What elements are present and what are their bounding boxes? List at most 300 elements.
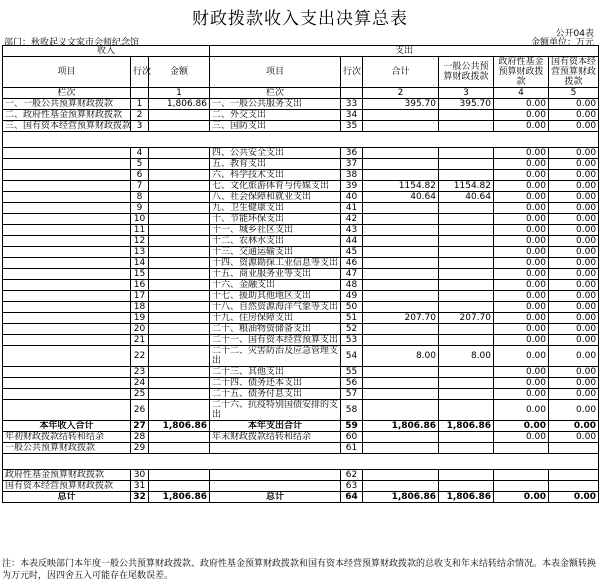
general-budget-amount: 1,806.86 xyxy=(439,421,494,432)
expense-item: 十八、自然资源海洋气象等支出 xyxy=(210,302,341,313)
expense-row-no: 34 xyxy=(341,110,363,121)
income-row-no: 27 xyxy=(131,421,149,432)
expense-item: 十七、援助其他地区支出 xyxy=(210,291,341,302)
income-amount xyxy=(149,280,210,291)
income-item xyxy=(3,367,131,378)
expense-row-no: 53 xyxy=(341,335,363,346)
income-row-no: 1 xyxy=(131,99,149,110)
table-row xyxy=(3,236,599,247)
fund-budget-amount: 0.00 xyxy=(494,110,549,121)
table-row xyxy=(3,400,599,421)
state-capital-amount: 0.00 xyxy=(549,291,599,302)
income-row-no: 16 xyxy=(131,280,149,291)
state-capital-amount: 0.00 xyxy=(549,121,599,132)
income-item xyxy=(3,247,131,258)
income-item xyxy=(3,291,131,302)
fund-budget-amount: 0.00 xyxy=(494,367,549,378)
income-item xyxy=(3,378,131,389)
income-amount xyxy=(149,400,210,421)
fund-budget-amount: 0.00 xyxy=(494,192,549,203)
income-amount xyxy=(149,225,210,236)
expense-row-no: 62 xyxy=(341,470,363,481)
expense-total xyxy=(363,214,439,225)
table-row xyxy=(3,110,599,121)
income-item xyxy=(3,236,131,247)
general-budget-amount: 8.00 xyxy=(439,346,494,367)
income-item: 一、一般公共预算财政拨款 xyxy=(3,99,131,110)
unit-label: 金额单位：万元 xyxy=(530,38,594,48)
general-budget-amount: 40.64 xyxy=(439,192,494,203)
income-item-header: 项目 xyxy=(3,57,131,88)
income-row-no: 18 xyxy=(131,302,149,313)
general-budget-amount xyxy=(439,335,494,346)
expense-row-no: 55 xyxy=(341,367,363,378)
table-row xyxy=(3,389,599,400)
expense-total: 8.00 xyxy=(363,346,439,367)
lan-1: 1 xyxy=(149,88,210,99)
fund-budget-amount: 0.00 xyxy=(494,225,549,236)
expense-total: 1154.82 xyxy=(363,181,439,192)
expense-item: 二十二、灾害防治及应急管理支出 xyxy=(210,346,341,367)
expense-row-no: 48 xyxy=(341,280,363,291)
expense-row-no: 49 xyxy=(341,291,363,302)
expense-total xyxy=(363,110,439,121)
income-item xyxy=(3,324,131,335)
income-item: 政府性基金预算财政拨款 xyxy=(3,470,131,481)
income-row-no: 10 xyxy=(131,214,149,225)
table-row xyxy=(3,225,599,236)
expense-item: 六、科学技术支出 xyxy=(210,170,341,181)
expense-row-no: 60 xyxy=(341,432,363,443)
state-capital-amount: 0.00 xyxy=(549,148,599,159)
state-capital-amount: 0.00 xyxy=(549,400,599,421)
expense-total xyxy=(363,247,439,258)
fund-budget-amount: 0.00 xyxy=(494,400,549,421)
fund-budget-amount: 0.00 xyxy=(494,121,549,132)
expense-item: 十三、交通运输支出 xyxy=(210,247,341,258)
expense-lan-header: 栏次 xyxy=(210,88,341,99)
expense-row-no: 57 xyxy=(341,389,363,400)
table-row xyxy=(3,121,599,132)
expense-total: 1,806.86 xyxy=(363,421,439,432)
state-capital-amount xyxy=(549,481,599,492)
fund-budget-amount: 0.00 xyxy=(494,291,549,302)
expense-item: 七、文化旅游体育与传媒支出 xyxy=(210,181,341,192)
expense-row-no: 63 xyxy=(341,481,363,492)
expense-item: 二十六、抗疫特别国债安排的支出 xyxy=(210,400,341,421)
state-capital-amount: 0.00 xyxy=(549,432,599,443)
fund-budget-amount: 0.00 xyxy=(494,346,549,367)
expense-row-no: 61 xyxy=(341,443,363,454)
income-item xyxy=(3,214,131,225)
expense-item: 八、社会保障和就业支出 xyxy=(210,192,341,203)
fund-budget-amount xyxy=(494,470,549,481)
income-amount xyxy=(149,236,210,247)
expense-item: 年末财政拨款结转和结余 xyxy=(210,432,341,443)
expense-row-no: 38 xyxy=(341,170,363,181)
general-budget-amount: 207.70 xyxy=(439,313,494,324)
table-row xyxy=(3,291,599,302)
income-amount xyxy=(149,335,210,346)
income-row-no: 24 xyxy=(131,378,149,389)
income-item xyxy=(3,225,131,236)
expense-row-no: 37 xyxy=(341,159,363,170)
state-capital-amount xyxy=(549,470,599,481)
state-capital-amount: 0.00 xyxy=(549,181,599,192)
expense-total xyxy=(363,389,439,400)
expense-total xyxy=(363,302,439,313)
expense-item: 二十四、债务还本支出 xyxy=(210,378,341,389)
expense-row-no: 47 xyxy=(341,269,363,280)
income-item xyxy=(3,269,131,280)
income-amount xyxy=(149,481,210,492)
expense-row-header: 行次 xyxy=(341,57,363,88)
income-item: 年初财政拨款结转和结余 xyxy=(3,432,131,443)
fund-budget-amount: 0.00 xyxy=(494,492,549,503)
income-row-no: 20 xyxy=(131,324,149,335)
income-item xyxy=(3,280,131,291)
expense-item: 十、节能环保支出 xyxy=(210,214,341,225)
income-item xyxy=(3,203,131,214)
income-row-no: 21 xyxy=(131,335,149,346)
expense-total xyxy=(363,148,439,159)
expense-item: 四、公共安全支出 xyxy=(210,148,341,159)
expense-row-no: 56 xyxy=(341,378,363,389)
lan-5: 5 xyxy=(549,88,599,99)
expense-total xyxy=(363,269,439,280)
state-capital-amount: 0.00 xyxy=(549,280,599,291)
general-budget-amount xyxy=(439,236,494,247)
table-row xyxy=(3,324,599,335)
income-row-no: 22 xyxy=(131,346,149,367)
header-row-sections xyxy=(3,46,599,57)
table-row xyxy=(3,148,599,159)
income-amount xyxy=(149,148,210,159)
general-budget-amount xyxy=(439,432,494,443)
expense-row-no: 33 xyxy=(341,99,363,110)
state-capital-amount: 0.00 xyxy=(549,258,599,269)
fund-budget-amount: 0.00 xyxy=(494,432,549,443)
income-row-no: 8 xyxy=(131,192,149,203)
income-item xyxy=(3,258,131,269)
state-capital-amount: 0.00 xyxy=(549,313,599,324)
state-capital-amount xyxy=(549,443,599,454)
expense-row-no: 54 xyxy=(341,346,363,367)
fund-budget-amount: 0.00 xyxy=(494,335,549,346)
income-amount xyxy=(149,121,210,132)
expense-total xyxy=(363,121,439,132)
expense-row-no: 43 xyxy=(341,225,363,236)
expense-total xyxy=(363,481,439,492)
income-row-no: 32 xyxy=(131,492,149,503)
table-row xyxy=(3,214,599,225)
general-budget-amount: 1,806.86 xyxy=(439,492,494,503)
expense-total xyxy=(363,203,439,214)
income-row-no: 11 xyxy=(131,225,149,236)
expense-item: 二、外交支出 xyxy=(210,110,341,121)
expense-total xyxy=(363,258,439,269)
general-budget-amount xyxy=(439,291,494,302)
income-amount xyxy=(149,470,210,481)
income-amount xyxy=(149,258,210,269)
general-budget-amount xyxy=(439,214,494,225)
expense-item: 十二、农林水支出 xyxy=(210,236,341,247)
income-amount xyxy=(149,367,210,378)
expense-row-no: 50 xyxy=(341,302,363,313)
expense-item: 十四、资源勘探工业信息等支出 xyxy=(210,258,341,269)
general-budget-amount xyxy=(439,443,494,454)
income-amount xyxy=(149,443,210,454)
income-item: 二、政府性基金预算财政拨款 xyxy=(3,110,131,121)
state-capital-amount: 0.00 xyxy=(549,421,599,432)
income-row-header: 行次 xyxy=(131,57,149,88)
income-amount-header: 金额 xyxy=(149,57,210,88)
expense-total xyxy=(363,378,439,389)
general-budget-amount xyxy=(439,470,494,481)
total-header: 合计 xyxy=(363,57,439,88)
expense-row-no: 46 xyxy=(341,258,363,269)
expense-row-no: 36 xyxy=(341,148,363,159)
expense-item: 二十五、债务付息支出 xyxy=(210,389,341,400)
income-item xyxy=(3,170,131,181)
expense-total xyxy=(363,367,439,378)
general-budget-amount xyxy=(439,400,494,421)
table-row xyxy=(3,432,599,443)
table-row xyxy=(3,313,599,324)
expense-row-no: 39 xyxy=(341,181,363,192)
expense-row-no: 35 xyxy=(341,121,363,132)
income-row-no: 15 xyxy=(131,269,149,280)
income-amount xyxy=(149,192,210,203)
fund-budget-amount: 0.00 xyxy=(494,159,549,170)
expense-row-no: 41 xyxy=(341,203,363,214)
income-amount xyxy=(149,110,210,121)
income-row-no: 4 xyxy=(131,148,149,159)
income-row-no: 6 xyxy=(131,170,149,181)
department-label: 部门：秋收起义文家市会师纪念馆 xyxy=(4,38,140,48)
expense-total xyxy=(363,236,439,247)
expense-row-no: 59 xyxy=(341,421,363,432)
fund-budget-amount: 0.00 xyxy=(494,236,549,247)
table-row xyxy=(3,181,599,192)
fund-budget-header: 政府性基金预算财政拨款 xyxy=(494,57,549,88)
expense-item: 总计 xyxy=(210,492,341,503)
expense-total xyxy=(363,470,439,481)
general-budget-amount xyxy=(439,302,494,313)
table-row xyxy=(3,258,599,269)
income-item: 一般公共预算财政拨款 xyxy=(3,443,131,454)
general-budget-amount xyxy=(439,247,494,258)
expense-total xyxy=(363,170,439,181)
state-capital-amount: 0.00 xyxy=(549,367,599,378)
budget-table xyxy=(2,45,599,503)
fund-budget-amount: 0.00 xyxy=(494,148,549,159)
income-row-no: 3 xyxy=(131,121,149,132)
income-amount xyxy=(149,203,210,214)
expense-total xyxy=(363,432,439,443)
state-capital-amount: 0.00 xyxy=(549,492,599,503)
fund-budget-amount: 0.00 xyxy=(494,170,549,181)
table-row xyxy=(3,280,599,291)
expense-row-no: 52 xyxy=(341,324,363,335)
table-row xyxy=(3,269,599,280)
general-budget-amount xyxy=(439,481,494,492)
lan-2: 2 xyxy=(363,88,439,99)
state-capital-amount: 0.00 xyxy=(549,302,599,313)
general-budget-amount xyxy=(439,280,494,291)
table-row xyxy=(3,346,599,367)
table-row xyxy=(3,367,599,378)
fund-budget-amount: 0.00 xyxy=(494,378,549,389)
income-amount xyxy=(149,324,210,335)
general-budget-amount xyxy=(439,324,494,335)
expense-item: 本年支出合计 xyxy=(210,421,341,432)
expense-total xyxy=(363,159,439,170)
general-budget-amount xyxy=(439,378,494,389)
expense-item: 五、教育支出 xyxy=(210,159,341,170)
expense-item: 二十、粮油物资储备支出 xyxy=(210,324,341,335)
expense-item: 十一、城乡社区支出 xyxy=(210,225,341,236)
fund-budget-amount: 0.00 xyxy=(494,389,549,400)
general-budget-amount xyxy=(439,159,494,170)
state-capital-amount: 0.00 xyxy=(549,110,599,121)
income-amount xyxy=(149,170,210,181)
table-row xyxy=(3,159,599,170)
footnote: 注：本表反映部门本年度一般公共预算财政拨款、政府性基金预算财政拨款和国有资本经营预算财政拨款的总收支和年末结转结余情况。本表金额转换为万元时，因四舍五入可能存在尾数误差。 xyxy=(2,559,597,581)
table-row xyxy=(3,302,599,313)
fund-budget-amount: 0.00 xyxy=(494,99,549,110)
expense-item: 十九、住房保障支出 xyxy=(210,313,341,324)
state-capital-amount: 0.00 xyxy=(549,236,599,247)
state-capital-amount: 0.00 xyxy=(549,247,599,258)
general-budget-amount xyxy=(439,170,494,181)
table-row xyxy=(3,192,599,203)
expense-item: 二十三、其他支出 xyxy=(210,367,341,378)
expense-row-no: 45 xyxy=(341,247,363,258)
state-capital-amount: 0.00 xyxy=(549,378,599,389)
expense-total xyxy=(363,291,439,302)
expense-total: 395.70 xyxy=(363,99,439,110)
expense-item: 二十一、国有资本经营预算支出 xyxy=(210,335,341,346)
income-row-no: 30 xyxy=(131,470,149,481)
fund-budget-amount: 0.00 xyxy=(494,247,549,258)
income-amount xyxy=(149,247,210,258)
expense-total xyxy=(363,400,439,421)
income-item xyxy=(3,346,131,367)
state-capital-amount: 0.00 xyxy=(549,346,599,367)
income-row-no: 31 xyxy=(131,481,149,492)
income-item xyxy=(3,159,131,170)
expense-total xyxy=(363,225,439,236)
fund-budget-amount: 0.00 xyxy=(494,313,549,324)
income-amount xyxy=(149,269,210,280)
state-capital-amount: 0.00 xyxy=(549,159,599,170)
income-row-no: 25 xyxy=(131,389,149,400)
header-row-lanci xyxy=(3,88,599,99)
state-capital-amount: 0.00 xyxy=(549,324,599,335)
expense-row-no: 40 xyxy=(341,192,363,203)
general-budget-amount xyxy=(439,110,494,121)
income-row-no: 13 xyxy=(131,247,149,258)
expense-row-no: 51 xyxy=(341,313,363,324)
expense-row-no: 42 xyxy=(341,214,363,225)
general-budget-amount xyxy=(439,121,494,132)
income-amount xyxy=(149,432,210,443)
report-title: 财政拨款收入支出决算总表 xyxy=(192,9,408,29)
fund-budget-amount: 0.00 xyxy=(494,214,549,225)
income-item: 本年收入合计 xyxy=(3,421,131,432)
general-budget-amount xyxy=(439,389,494,400)
fund-budget-amount: 0.00 xyxy=(494,181,549,192)
table-row xyxy=(3,492,599,503)
table-row xyxy=(3,421,599,432)
income-amount xyxy=(149,291,210,302)
expense-total: 40.64 xyxy=(363,192,439,203)
fund-budget-amount: 0.00 xyxy=(494,269,549,280)
state-capital-amount: 0.00 xyxy=(549,203,599,214)
general-budget-amount: 1154.82 xyxy=(439,181,494,192)
income-amount xyxy=(149,346,210,367)
table-row xyxy=(3,335,599,346)
general-budget-amount xyxy=(439,148,494,159)
income-amount xyxy=(149,378,210,389)
expense-row-no: 58 xyxy=(341,400,363,421)
expense-total xyxy=(363,335,439,346)
income-amount xyxy=(149,389,210,400)
table-row xyxy=(3,481,599,492)
income-row-no: 17 xyxy=(131,291,149,302)
expense-item: 十五、商业服务业等支出 xyxy=(210,269,341,280)
general-budget-amount xyxy=(439,269,494,280)
expense-item: 九、卫生健康支出 xyxy=(210,203,341,214)
lan-3: 3 xyxy=(439,88,494,99)
income-item xyxy=(3,335,131,346)
expense-row-no: 64 xyxy=(341,492,363,503)
income-item xyxy=(3,389,131,400)
form-number: 公开04表 xyxy=(555,29,594,39)
state-capital-amount: 0.00 xyxy=(549,214,599,225)
general-budget-header: 一般公共预算财政拨款 xyxy=(439,57,494,88)
income-row-no: 26 xyxy=(131,400,149,421)
income-amount xyxy=(149,313,210,324)
income-item xyxy=(3,302,131,313)
header-row-columns xyxy=(3,57,599,88)
expense-item xyxy=(210,481,341,492)
income-row-no: 12 xyxy=(131,236,149,247)
expense-item-header: 项目 xyxy=(210,57,341,88)
income-amount xyxy=(149,181,210,192)
fund-budget-amount: 0.00 xyxy=(494,280,549,291)
expense-total xyxy=(363,443,439,454)
income-lan-header: 栏次 xyxy=(3,88,131,99)
income-row-no: 28 xyxy=(131,432,149,443)
general-budget-amount xyxy=(439,367,494,378)
expense-item xyxy=(210,443,341,454)
state-capital-header: 国有资本经营预算财政拨款 xyxy=(549,57,599,88)
expense-section-header: 支出 xyxy=(210,46,599,57)
income-amount xyxy=(149,159,210,170)
general-budget-amount xyxy=(439,203,494,214)
state-capital-amount: 0.00 xyxy=(549,170,599,181)
table-row xyxy=(3,470,599,481)
income-item: 总计 xyxy=(3,492,131,503)
table-row xyxy=(3,170,599,181)
fund-budget-amount xyxy=(494,481,549,492)
expense-total: 1,806.86 xyxy=(363,492,439,503)
expense-item xyxy=(210,470,341,481)
income-amount xyxy=(149,302,210,313)
state-capital-amount: 0.00 xyxy=(549,225,599,236)
